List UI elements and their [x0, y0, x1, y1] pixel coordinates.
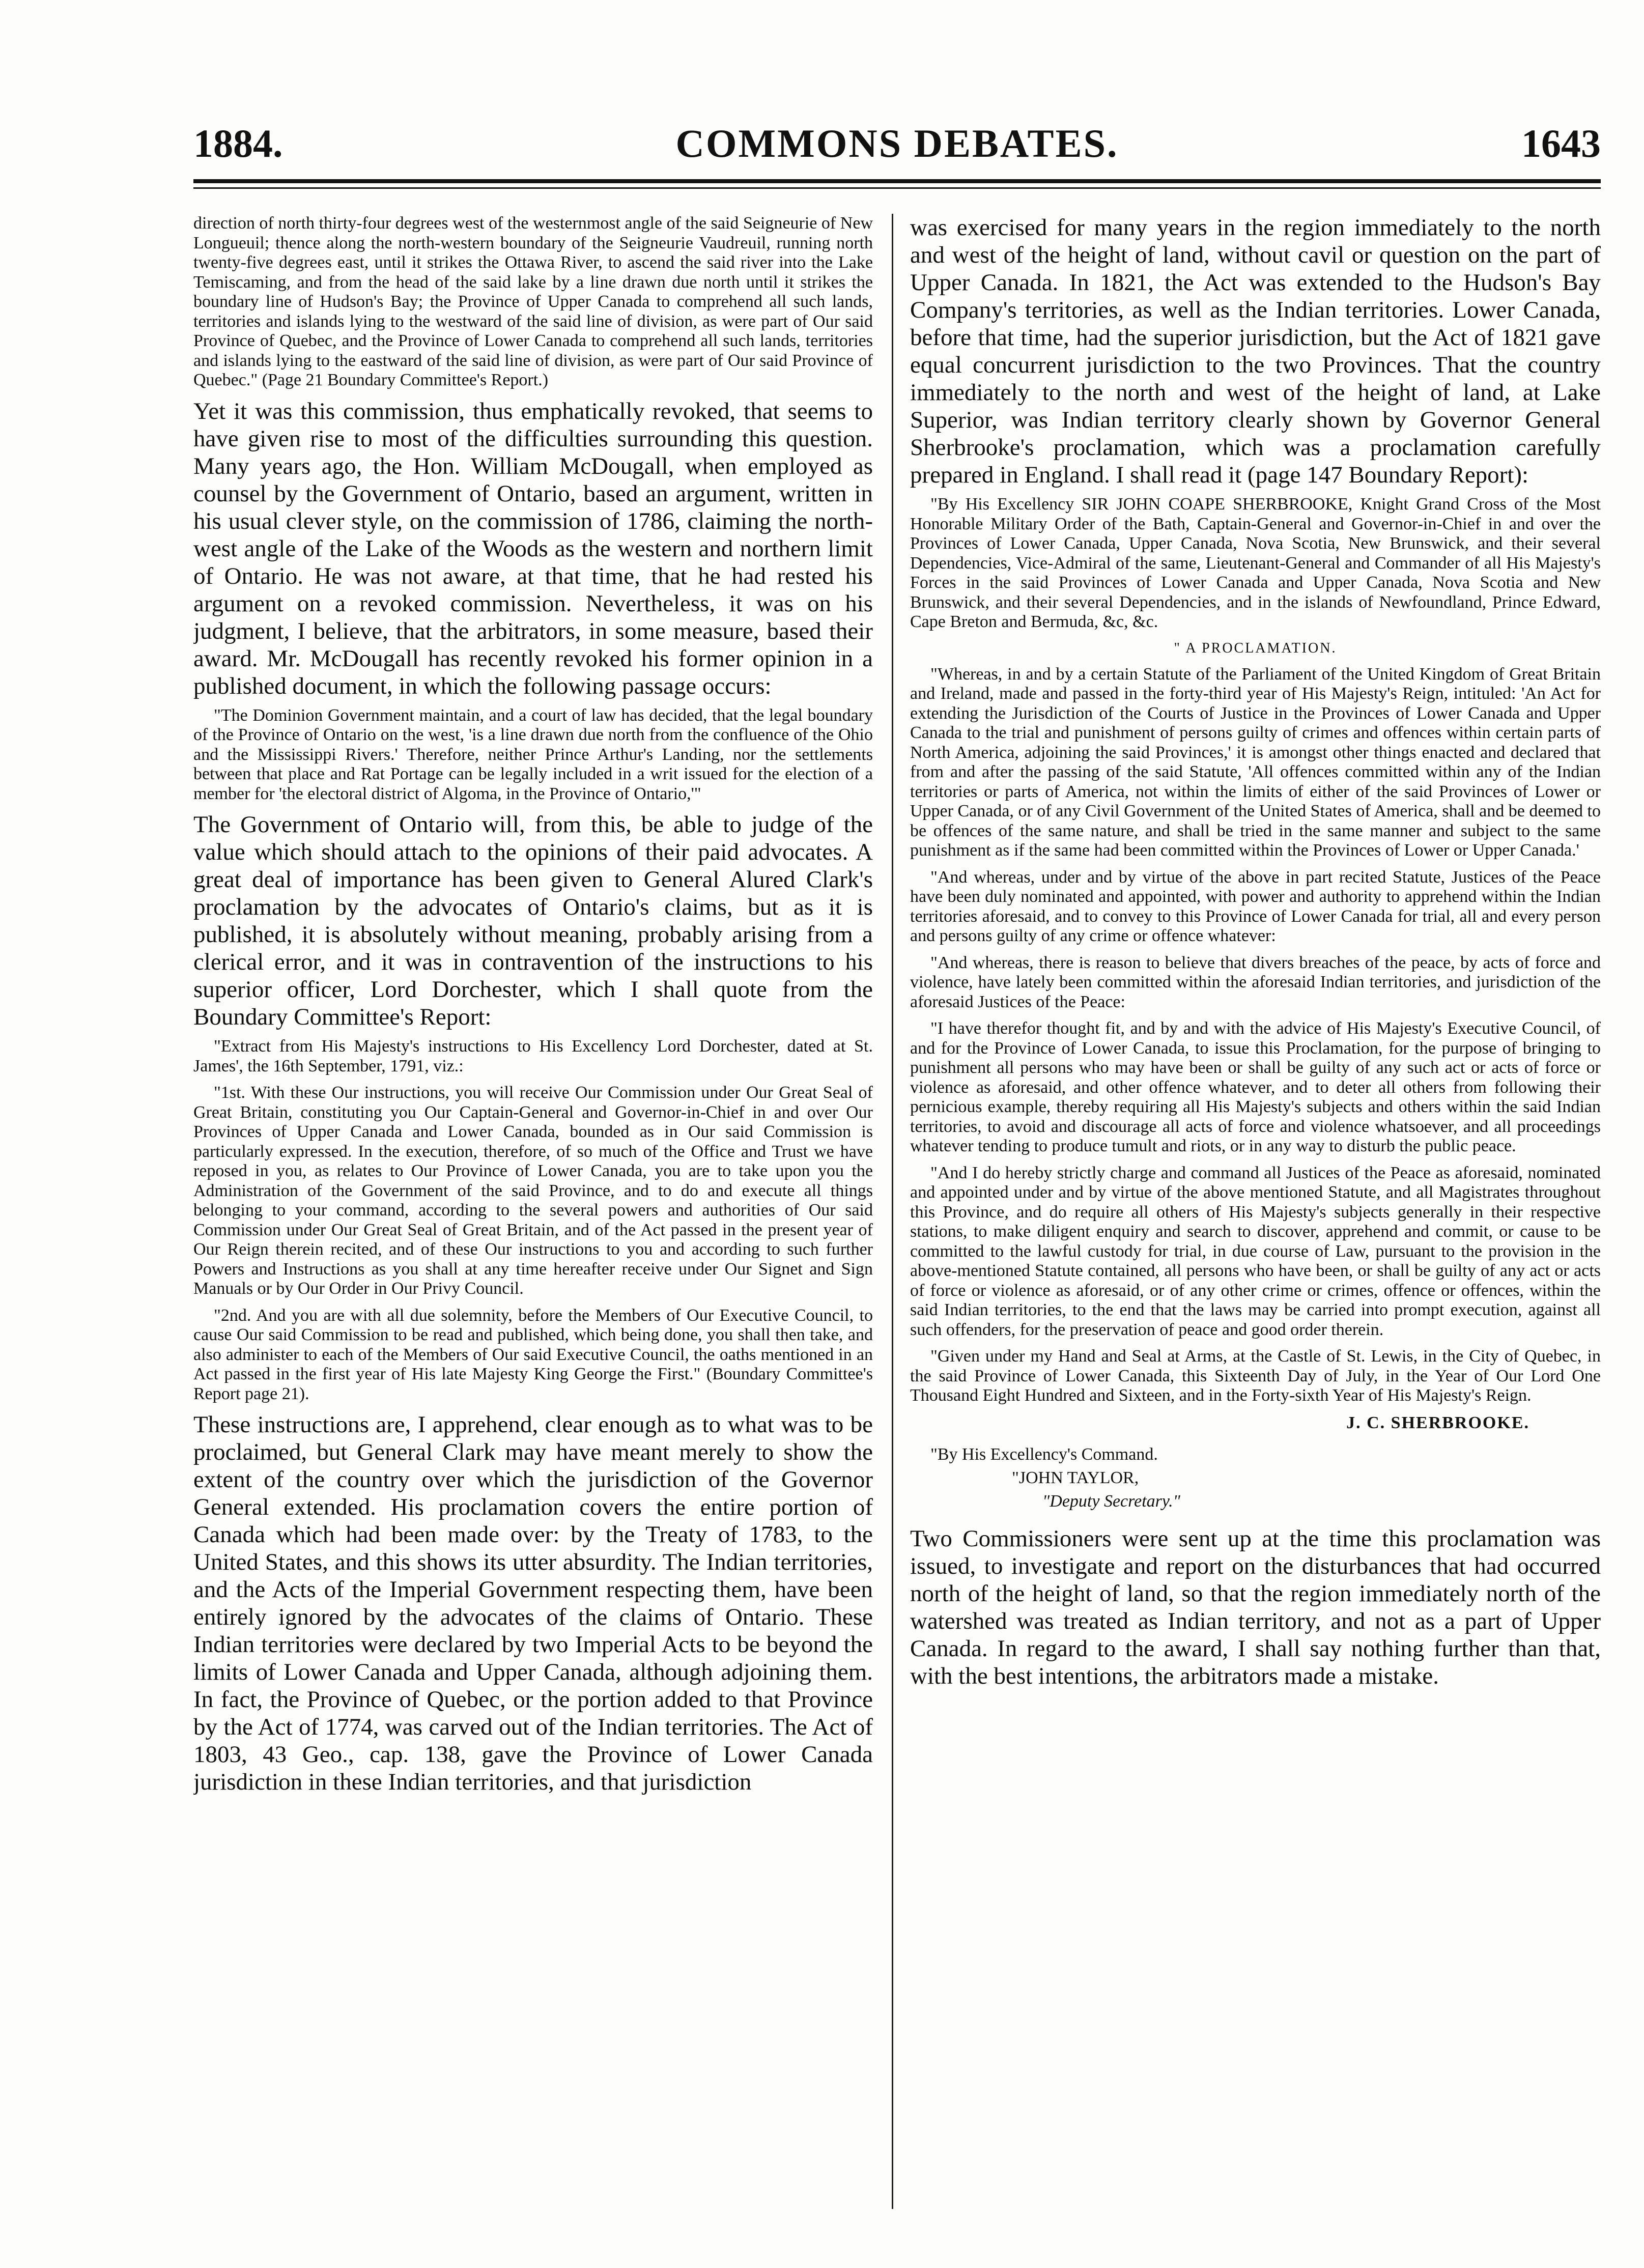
header-rule-thick: [193, 179, 1601, 183]
right-paragraph: Two Commissioners were sent up at the time this proclamation was issued, to investigate and report on the disturbances that had occurred north of the height of land, so that the region immediately north of the watershed was treated as Indian territory, and not as a part of Upper Canada. In regard to the award, I shall say nothing further than that, with the best intentions, the arbitrators made a mistake.: [910, 1525, 1601, 1689]
header-page-number: 1643: [1521, 121, 1601, 165]
right-quoted-passage: "And whereas, there is reason to believe that divers breaches of the peace, by acts of force and violence, have lately been committed within the aforesaid Indian territories, and jurisdiction of the aforesaid Justices of the Peace:: [910, 953, 1601, 1011]
column-divider: [892, 214, 893, 2209]
header-title: COMMONS DEBATES.: [675, 121, 1119, 165]
header-rule-thin: [193, 187, 1601, 189]
right-quoted-passage: "I have therefor thought fit, and by and with the advice of His Majesty's Executive Council, of and for the Province of Lower Canada, to issue this Proclamation, for the purpose of bringing to punishment all persons who may have been or shall be guilty of any such act or acts of force or violence as aforesaid, and other offence whatever, and to deter all others from following their pernicious example, thereby requiring all His Majesty's subjects and others within the said Indian territories, to avoid and discourage all acts of force and violence whatsoever, and all proceedings whatever tending to produce tumult and riots, or in any way to disturb the public peace.: [910, 1019, 1601, 1155]
right-command-line: "Deputy Secretary.": [1042, 1491, 1180, 1511]
right-quoted-passage: "And whereas, under and by virtue of the above in part recited Statute, Justices of the Peace have been duly nominated and appointed, with power and authority to apprehend within the Indian territories aforesaid, and to convey to this Province of Lower Canada for trial, all and every person and persons guilty of any crime or offence whatever:: [910, 867, 1601, 945]
left-quoted-passage: "Extract from His Majesty's instructions to His Excellency Lord Dorchester, dated at St. James', the 16th September, 1791, viz.:: [193, 1037, 873, 1075]
left-quoted-passage: "2nd. And you are with all due solemnity, before the Members of Our Executive Council, to cause Our said Commission to be read and published, which being done, you shall then take, and also administer to each of the Members of Our said Executive Council, the oaths mentioned in an Act passed in the first year of His late Majesty King George the First." (Boundary Committee's Report page 21).: [193, 1306, 873, 1403]
right-paragraph: was exercised for many years in the region immediately to the north and west of the height of land, without cavil or question on the part of Upper Canada. In 1821, the Act was extended to the Hudson's Bay Company's territories, as well as the Indian territories. Lower Canada, before that time, had the superior jurisdiction, but the Act of 1821 gave equal concurrent jurisdiction to the two Provinces. That the country immediately to the north and west of the height of land, at Lake Superior, was Indian territory clearly shown by Governor General Sherbrooke's proclamation, which was a proclamation carefully prepared in England. I shall read it (page 147 Boundary Report):: [910, 214, 1601, 488]
right-proclamation-heading: " A PROCLAMATION.: [1174, 640, 1337, 656]
page-header: [193, 118, 1601, 174]
right-quoted-passage: "And I do hereby strictly charge and command all Justices of the Peace as aforesaid, nominated and appointed under and by virtue of the above mentioned Statute, and all Magistrates throughout this Province, and do require all others of His Majesty's subjects generally in their respective stations, to make diligent enquiry and search to discover, apprehend and commit, or cause to be committed to the lawful custody for trial, in due course of Law, pursuant to the provision in the above-mentioned Statute contained, all persons who have been, or shall be guilty of any act or acts of force or violence as aforesaid, or of any other crime or crimes, offence or offences, within the said Indian territories, to the end that the laws may be carried into prompt execution, against all such offenders, for the preservation of peace and good order therein.: [910, 1163, 1601, 1339]
right-quoted-passage: "By His Excellency SIR JOHN COAPE SHERBROOKE, Knight Grand Cross of the Most Honorable Military Order of the Bath, Captain-General and Governor-in-Chief in and over the Provinces of Lower Canada, Upper Canada, Nova Scotia, New Brunswick, and their several Dependencies, Vice-Admiral of the same, Lieutenant-General and Commander of all His Majesty's Forces in the said Provinces of Lower Canada and Upper Canada, Nova Scotia and New Brunswick, and their several Dependencies, and in the islands of Newfoundland, Prince Edward, Cape Breton and Bermuda, &c, &c.: [910, 495, 1601, 631]
right-command-line: "By His Excellency's Command.: [930, 1444, 1158, 1464]
right-quoted-passage: "Given under my Hand and Seal at Arms, at the Castle of St. Lewis, in the City of Quebec, in the said Province of Lower Canada, this Sixteenth Day of July, in the Year of Our Lord One Thousand Eight Hundred and Sixteen, and in the Forty-sixth Year of His Majesty's Reign.: [910, 1347, 1601, 1405]
right-quoted-passage: "Whereas, in and by a certain Statute of the Parliament of the United Kingdom of Great Britain and Ireland, made and passed in the forty-third year of His Majesty's Reign, intituled: 'An Act for extending the Jurisdiction of the Courts of Justice in the Provinces of Lower Canada and Upper Canada to the trial and punishment of persons guilty of crimes and offences within certain parts of North America, adjoining the said Provinces,' it is amongst other things enacted and declared that from and after the passing of the said Statute, 'All offences committed within any of the Indian territories or parts of America, not within the limits of either of the said Provinces of Lower or Upper Canada, or of any Civil Government of the United States of America, shall and be deemed to be offences of the same nature, and shall be tried in the same manner and subject to the same punishment as if the same had been committed within the Provinces of Lower or Upper Canada.': [910, 664, 1601, 860]
left-quoted-passage: "1st. With these Our instructions, you will receive Our Commission under Our Great Seal of Great Britain, constituting you Our Captain-General and Governor-in-Chief in and over Our Provinces of Upper Canada and Lower Canada, bounded as in Our said Commission is particularly expressed. In the execution, therefore, of so much of the Office and Trust we have reposed in you, as relates to Our Province of Lower Canada, you are to take upon you the Administration of the Government of the said Province, and to do and execute all things belonging to your command, according to the several powers and authorities of Our said Commission under Our Great Seal of Great Britain, and of the Act passed in the present year of Our Reign therein recited, and of these Our instructions to you and according to such further Powers and Instructions as you shall at any time hereafter receive under Our Signet and Sign Manuals or by Our Order in Our Privy Council.: [193, 1083, 873, 1298]
left-quoted-passage: "The Dominion Government maintain, and a court of law has decided, that the legal boundary of the Province of Ontario on the west, 'is a line drawn due north from the confluence of the Ohio and the Mississippi Rivers.' Therefore, neither Prince Arthur's Landing, nor the settlements between that place and Rat Portage can be legally included in a writ issued for the election of a member for 'the electoral district of Algoma, in the Province of Ontario,'": [193, 705, 873, 803]
left-column: [193, 214, 873, 2214]
left-paragraph: These instructions are, I apprehend, clear enough as to what was to be proclaimed, but General Clark may have meant merely to show the extent of the country over which the jurisdiction of the Governor General extended. His proclamation covers the entire portion of Canada which had been made over: by the Treaty of 1783, to the United States, and this shows its utter absurdity. The Indian territories, and the Acts of the Imperial Government respecting them, have been entirely ignored by the advocates of the claims of Ontario. These Indian territories were declared by two Imperial Acts to be beyond the limits of Lower Canada and Upper Canada, although adjoining them. In fact, the Province of Quebec, or the portion added to that Province by the Act of 1774, was carved out of the Indian territories. The Act of 1803, 43 Geo., cap. 138, gave the Province of Lower Canada jurisdiction in these Indian territories, and that jurisdiction: [193, 1411, 873, 1795]
header-year: 1884.: [193, 121, 283, 165]
right-signature: J. C. SHERBROOKE.: [1346, 1413, 1529, 1432]
right-column: [910, 214, 1601, 2214]
left-paragraph: Yet it was this commission, thus emphatically revoked, that seems to have given rise to most of the difficulties surrounding this question. Many years ago, the Hon. William McDougall, when employed as counsel by the Government of Ontario, based an argument, written in his usual clever style, on the commission of 1786, claiming the north-west angle of the Lake of the Woods as the western and northern limit of Ontario. He was not aware, at that time, that he had rested his argument on a revoked commission. Nevertheless, it was on his judgment, I believe, that the arbitrators, in some measure, based their award. Mr. McDougall has recently revoked his former opinion in a published document, in which the following passage occurs:: [193, 398, 873, 699]
left-paragraph: The Government of Ontario will, from this, be able to judge of the value which should attach to the opinions of their paid advocates. A great deal of importance has been given to General Alured Clark's proclamation by the advocates of Ontario's claims, but as it is published, it is absolutely without meaning, probably arising from a clerical error, and it was in contravention of the instructions to his superior officer, Lord Dorchester, which I shall quote from the Boundary Committee's Report:: [193, 811, 873, 1030]
right-command-line: "JOHN TAYLOR,: [1012, 1468, 1139, 1487]
left-quoted-passage: direction of north thirty-four degrees west of the westernmost angle of the said Seigneurie of New Longueuil; thence along the north-western boundary of the Seigneurie Vaudreuil, running north twenty-five degrees east, until it strikes the Ottawa River, to ascend the said river into the Lake Temiscaming, and from the head of the said lake by a line drawn due north until it strikes the boundary line of Hudson's Bay; the Province of Upper Canada to comprehend all such lands, territories and islands lying to the westward of the said line of division, as were part of Our said Province of Quebec, and the Province of Lower Canada to comprehend all such lands, territories and islands lying to the eastward of the said line of division, as were part of Our said Province of Quebec." (Page 21 Boundary Committee's Report.): [193, 214, 873, 389]
